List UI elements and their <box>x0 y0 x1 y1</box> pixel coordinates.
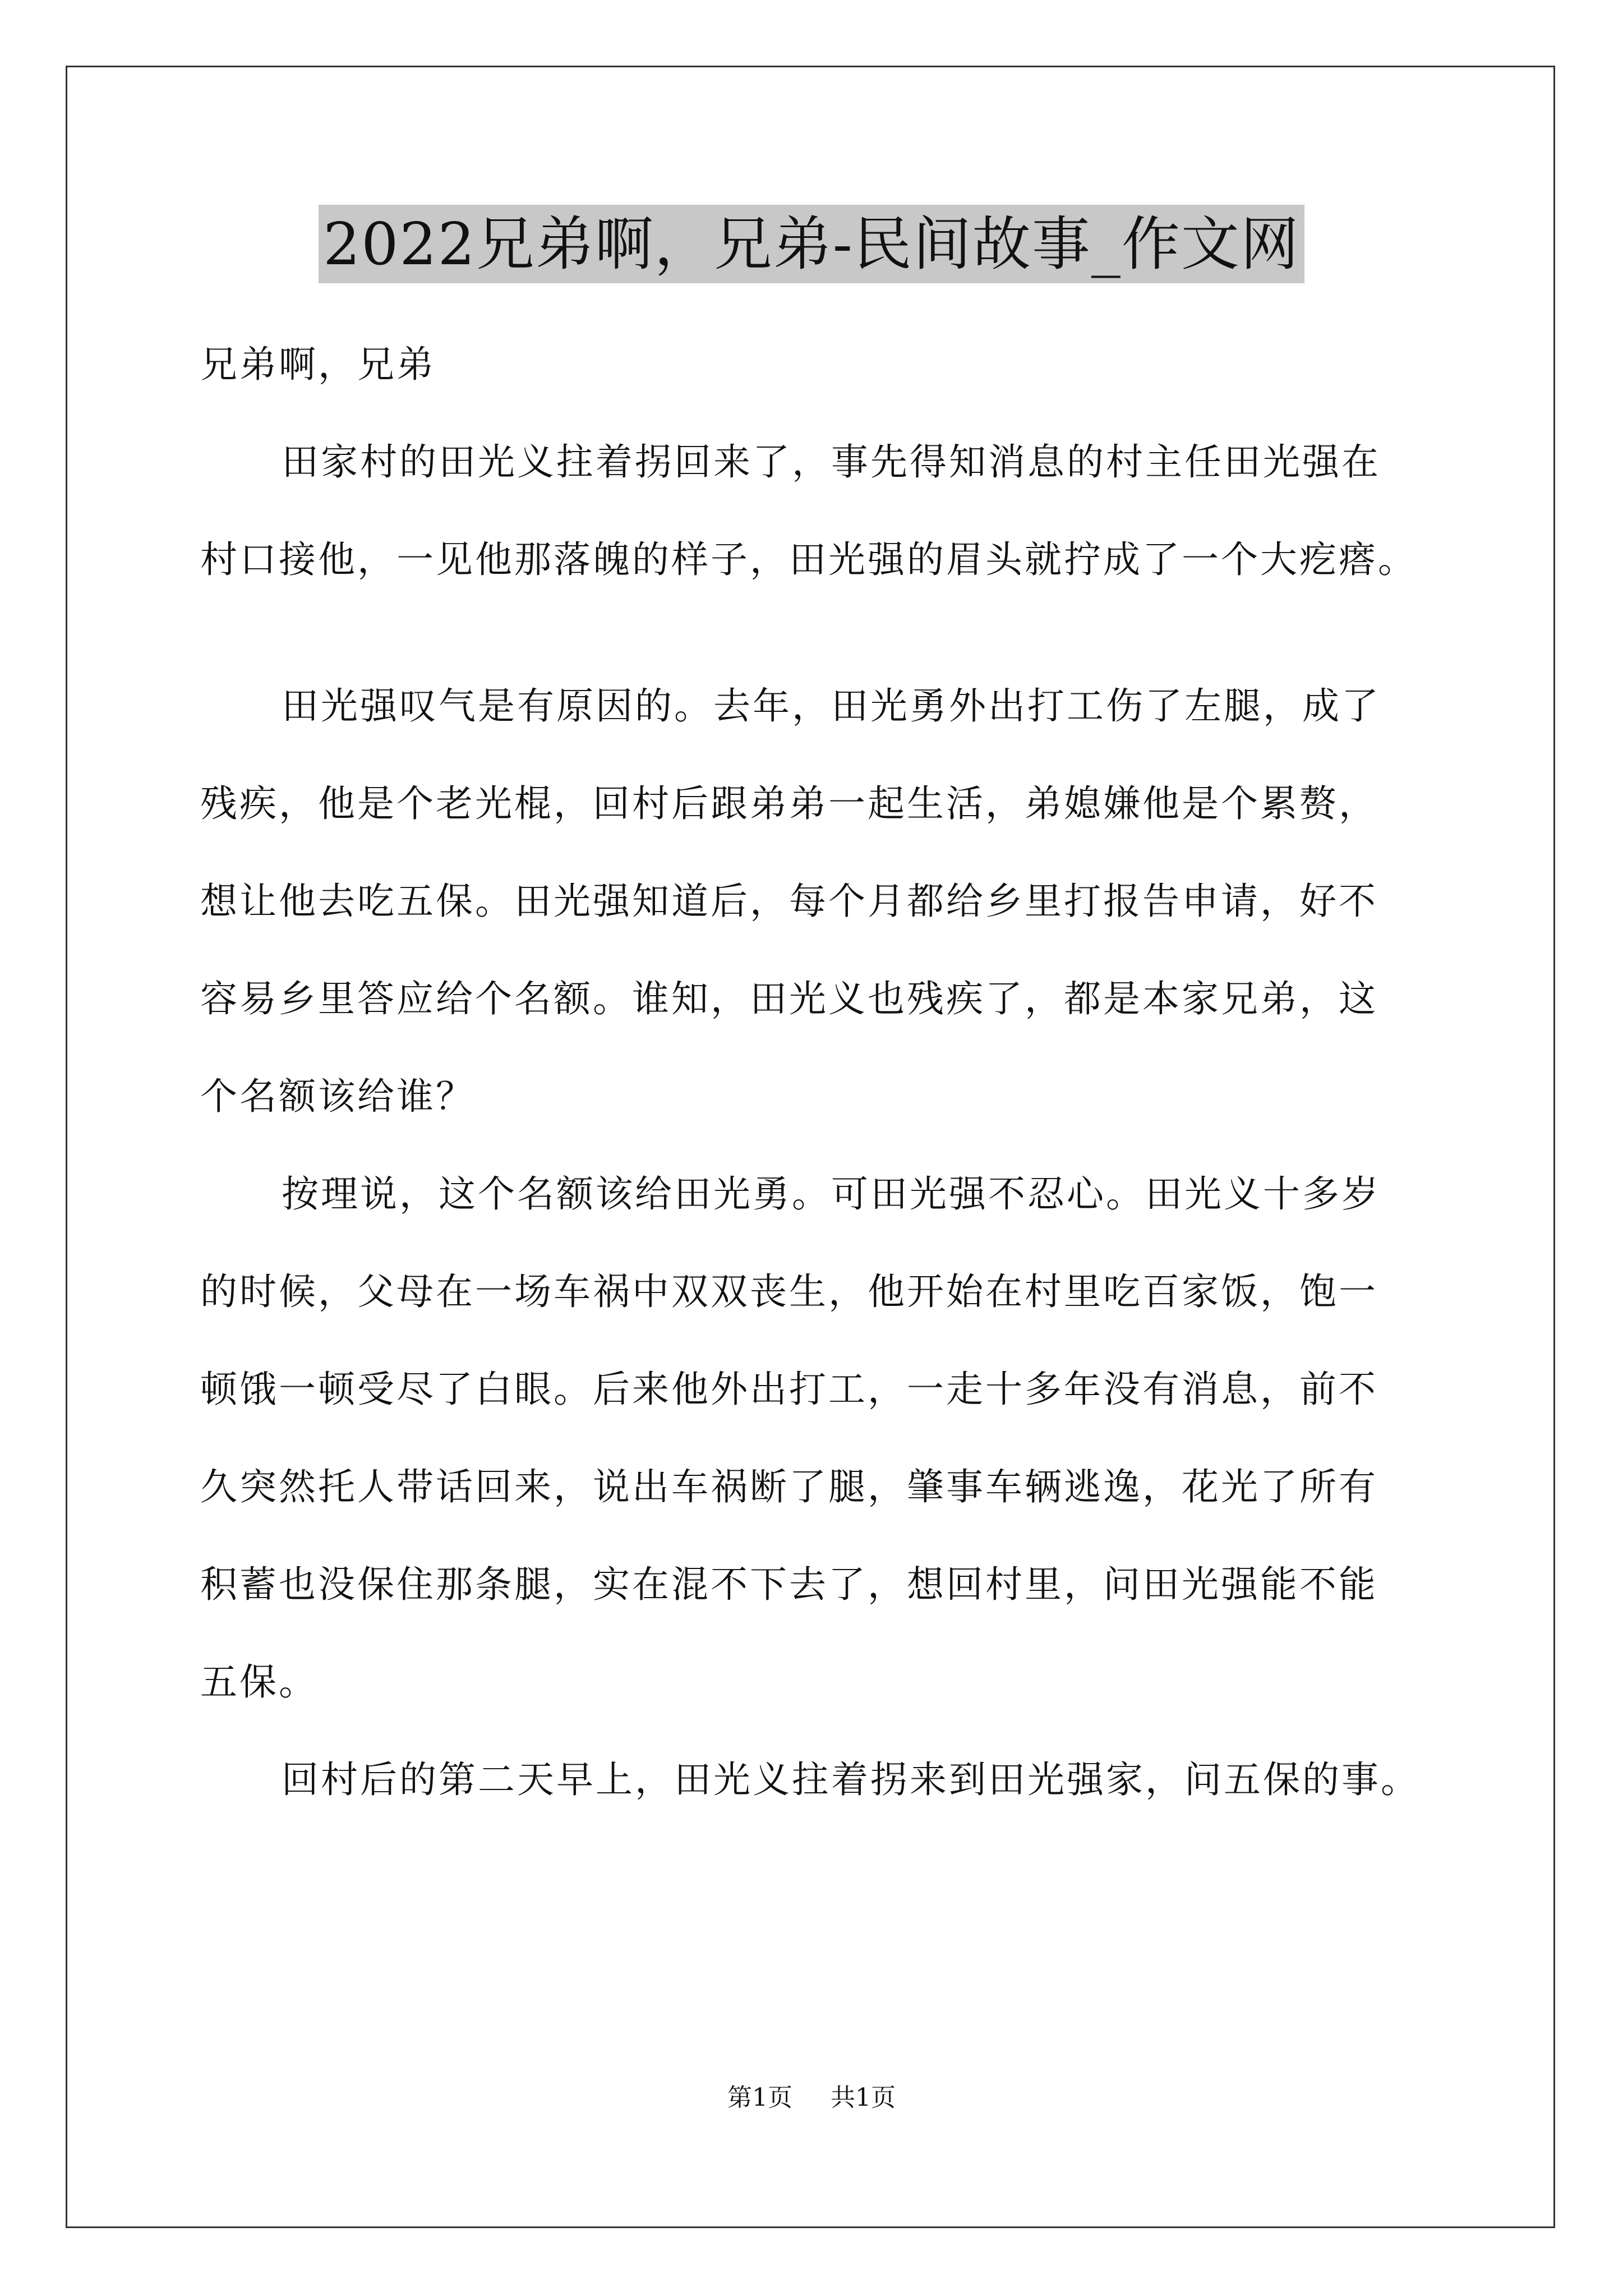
paragraph-3-line-3: 顿饿一顿受尽了白眼。后来他外出打工，一走十多年没有消息，前不 <box>200 1368 1378 1411</box>
title-container <box>0 205 1623 283</box>
page-total: 共1页 <box>831 2083 896 2112</box>
subtitle: 兄弟啊，兄弟 <box>200 343 436 386</box>
paragraph-4-line-1: 回村后的第二天早上，田光义拄着拐来到田光强家，问五保的事。 <box>282 1758 1420 1801</box>
page-number: 第1页 <box>727 2083 792 2112</box>
paragraph-1-line-1: 田家村的田光义拄着拐回来了，事先得知消息的村主任田光强在 <box>282 440 1381 484</box>
paragraph-2-line-3: 想让他去吃五保。田光强知道后，每个月都给乡里打报告申请，好不 <box>200 880 1378 923</box>
paragraph-2-line-5: 个名额该给谁？ <box>200 1075 475 1118</box>
paragraph-3-line-1: 按理说，这个名额该给田光勇。可田光强不忍心。田光义十多岁 <box>282 1172 1381 1216</box>
paragraph-1-line-2: 村口接他，一见他那落魄的样子，田光强的眉头就拧成了一个大疙瘩。 <box>200 538 1417 581</box>
paragraph-3-line-2: 的时候，父母在一场车祸中双双丧生，他开始在村里吃百家饭，饱一 <box>200 1270 1378 1313</box>
paragraph-2-line-4: 容易乡里答应给个名额。谁知，田光义也残疾了，都是本家兄弟，这 <box>200 977 1378 1020</box>
document-body <box>200 340 1445 1853</box>
document-title: 2022兄弟啊，兄弟-民间故事_作文网 <box>319 205 1304 283</box>
paragraph-3-line-4: 久突然托人带话回来，说出车祸断了腿，肇事车辆逃逸，花光了所有 <box>200 1465 1378 1508</box>
paragraph-2-line-1: 田光强叹气是有原因的。去年，田光勇外出打工伤了左腿，成了 <box>282 684 1381 728</box>
paragraph-2-line-2: 残疾，他是个老光棍，回村后跟弟弟一起生活，弟媳嫌他是个累赘， <box>200 782 1378 825</box>
page-footer <box>0 2081 1623 2115</box>
paragraph-3-line-5: 积蓄也没保住那条腿，实在混不下去了，想回村里，问田光强能不能 <box>200 1563 1378 1606</box>
paragraph-3-line-6: 五保。 <box>200 1660 318 1704</box>
